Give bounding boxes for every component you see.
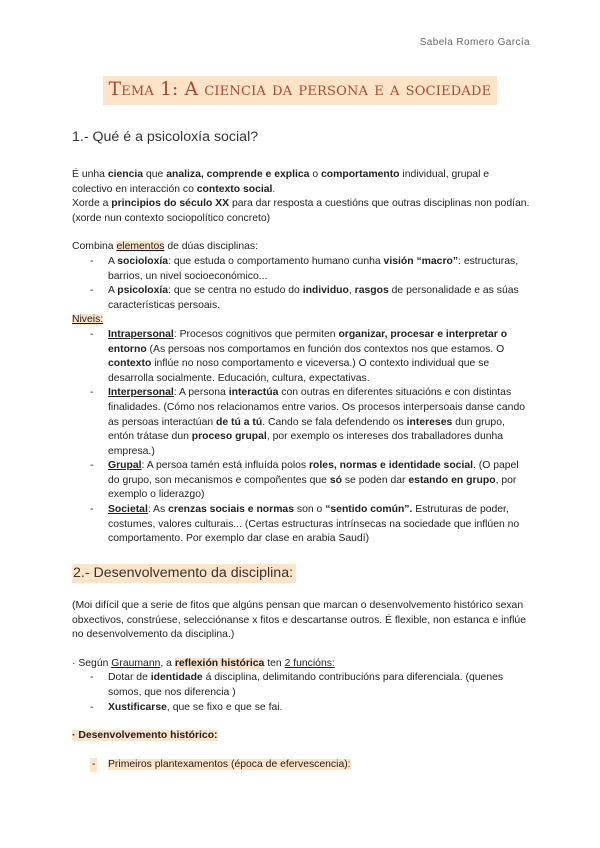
list-item: - Primeiros plantexamentos (época de efervescencia): [72, 758, 532, 773]
list-item: - Xustificarse, que se fixo e que se fai. [90, 701, 283, 713]
list-item: - A psicoloxía: que se centra no estudo do individuo, rasgos de personalidade e as súas características persoais. [90, 285, 519, 311]
section-1-heading: 1.- Qué é a psicoloxía social? [72, 129, 259, 145]
section-2-body [72, 599, 532, 772]
list-item: - Societal: As crenzas sociais e normas son o “sentido común”. Estruturas de poder, costumes, valores culturais... (Certas estructuras intrínsecas na sociedade que inflúen no comportamento. Por exemplo dar clase en arabia Saudí) [90, 504, 520, 545]
list-item: - Dotar de identidade á disciplina, delimitando contribucións para diferenciala. (quenes somos, que nos diferencia ) [90, 672, 504, 698]
disciplines-list [72, 255, 532, 313]
title-wrap [0, 76, 600, 105]
list-item: - Intrapersonal: Procesos cognitivos que permiten organizar, procesar e interpretar o entorno (As persoas nos comportamos en función dos contextos nos que estamos. O contexto inflúe no noso comportamento e viceversa.) O contexto individual que se desarrolla socialmente. Educación, cultura, expectativas. [90, 328, 508, 384]
niveis-list [72, 328, 532, 547]
historico-list [72, 758, 532, 773]
intro-paragraph-1: É unha ciencia que analiza, comprende e explica o comportamento individual, grupal e colectivo en interacción co contexto social. [72, 169, 490, 195]
intro-paragraph-2: Xorde a principios do século XX para dar resposta a cuestións que outras disciplinas non podían. (xorde nun contexto sociopolítico concreto) [72, 198, 530, 224]
niveis-label: Niveis: [72, 314, 104, 326]
page-title: Tema 1: A ciencia da persona e a sociedade [103, 76, 498, 105]
combina-line: Combina elementos de dúas disciplinas: [72, 241, 259, 253]
section-1-body [72, 168, 532, 547]
section-2-intro: (Moi difícil que a serie de fitos que algúns pensan que marcan o desenvolvemento histórico sexan obxectivos, constrúese, selecciónanse x fitos e descartanse outros. É flexible, non estanca e inflúe no desenvolvemento da disciplina.) [72, 600, 526, 641]
section-2-heading: 2.- Desenvolvemento da disciplina: [72, 564, 296, 582]
funcions-list [72, 671, 532, 715]
list-item: - Grupal: A persoa tamén está influída polos roles, normas e identidade social. (O papel do grupo, son mecanismos e compoñentes que só se poden dar estando en grupo, por exemplo o liderazgo) [90, 460, 519, 501]
graumann-line: · Según Graumann, a reflexión histórica ten 2 funcións: [72, 657, 335, 669]
list-item: - A socioloxía: que estuda o comportamento humano cunha visión “macro”: estructuras, barrios, un nivel socioeconómico... [90, 255, 519, 282]
list-item: - Interpersonal: A persona interactúa con outras en diferentes situacións e con distintas finalidades. (Cómo nos relacionamos entre varios. Os procesos interpersoais danse cando as persoas interactúan de tú a tú. Cando se fala defendendo os intereses dun grupo, entón trátase dun proceso grupal, por exemplo os intereses dos traballadores dunha empresa.) [90, 387, 525, 457]
historico-heading: · Desenvolvemento histórico: [72, 730, 218, 742]
elementos-highlight: elementos [116, 241, 165, 253]
author-name: Sabela Romero García [419, 37, 530, 48]
